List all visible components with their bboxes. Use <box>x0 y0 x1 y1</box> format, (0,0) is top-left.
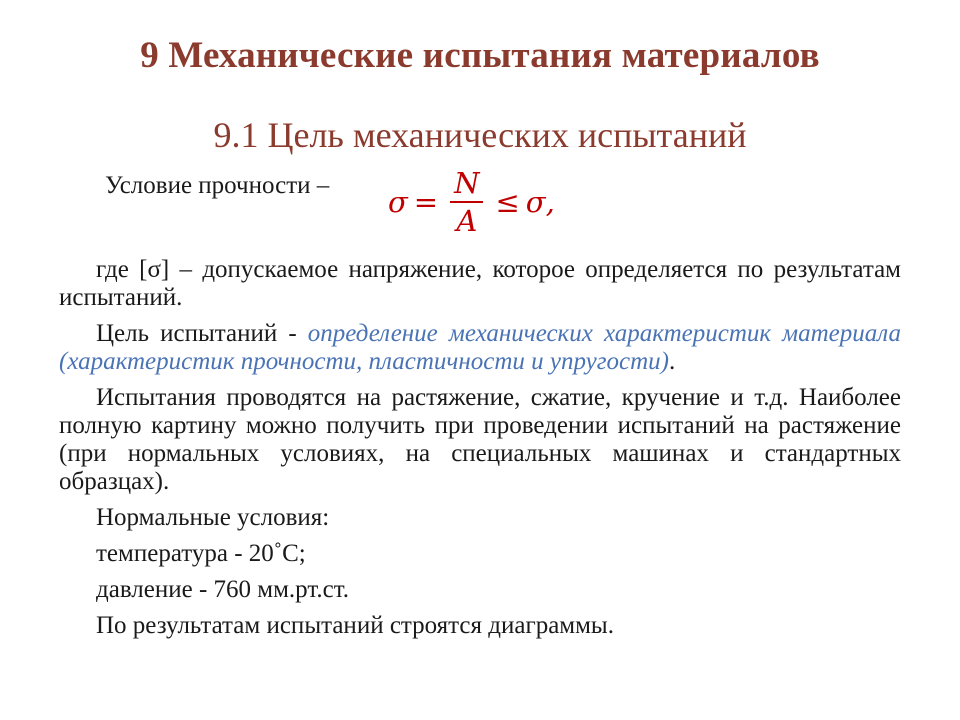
formula-equals: = <box>413 185 439 219</box>
test-goal-definition: определение механических характеристик материала (характеристик прочности, пластичности и упругости) <box>59 320 901 375</box>
formula-sigma: σ <box>388 185 408 219</box>
slide-title: 9 Механические испытания материалов <box>140 35 820 76</box>
slide-body <box>59 256 901 648</box>
test-goal-prefix: Цель испытаний - <box>96 320 308 347</box>
paragraph-test-types: Испытания проводятся на растяжение, сжатие, кручение и т.д. Наиболее полную картину можно получить при проведении испытаний на растяжение (при нормальных условиях, на специальных машинах и стандартных образцах). <box>59 384 901 495</box>
formula-numerator: N <box>454 166 480 200</box>
paragraph-pressure: давление - 760 мм.рт.ст. <box>96 576 350 603</box>
paragraph-diagrams: По результатам испытаний строятся диаграммы. <box>96 612 614 639</box>
formula-rhs: σ, <box>525 185 555 219</box>
formula-leq: ≤ <box>495 185 520 219</box>
strength-condition-label: Условие прочности – <box>105 172 330 199</box>
paragraph-normal-conditions: Нормальные условия: <box>96 504 330 531</box>
test-goal-suffix: . <box>668 348 676 375</box>
formula-fraction <box>450 165 483 239</box>
slide-subtitle: 9.1 Цель механических испытаний <box>213 115 747 155</box>
strength-formula <box>388 154 555 250</box>
paragraph-allowable-stress: где [σ] – допускаемое напряжение, которое определяется по результатам испытаний. <box>59 256 901 311</box>
formula-denominator: A <box>456 204 478 238</box>
paragraph-test-goal <box>59 320 901 376</box>
paragraph-temperature: температура - 20˚С; <box>96 540 306 567</box>
